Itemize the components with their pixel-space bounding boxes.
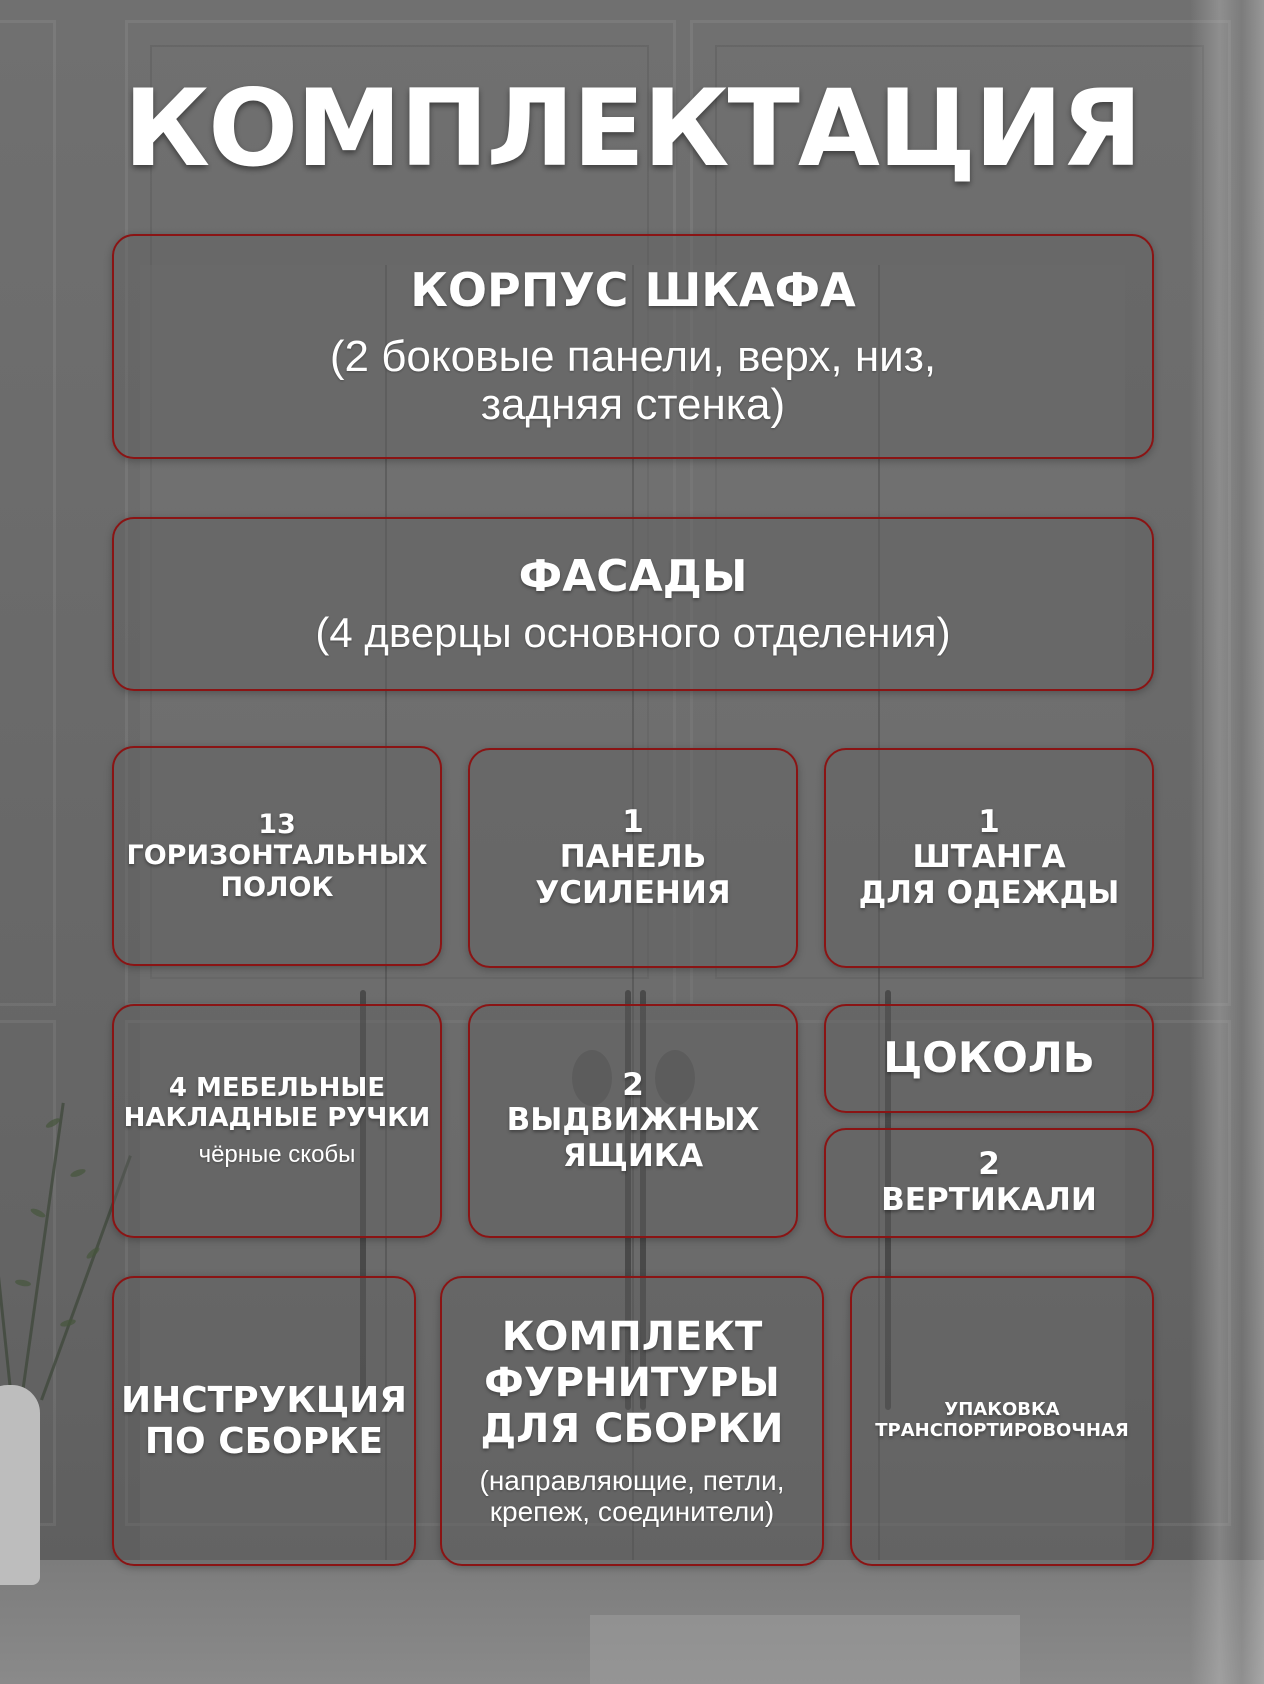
item-vertikali (824, 1128, 1154, 1238)
item-instruktsiya (112, 1276, 416, 1566)
item-fasady-heading: ФАСАДЫ (518, 550, 748, 602)
item-instruktsiya-line1: ИНСТРУКЦИЯ (120, 1379, 408, 1421)
rug (590, 1615, 1020, 1684)
page-title: КОМПЛЕКТАЦИЯ (123, 67, 1141, 190)
item-panel (468, 748, 798, 968)
item-shtanga (824, 748, 1154, 968)
item-shtanga-line1: ШТАНГА (912, 839, 1066, 876)
item-yashchiki-line2: ЯЩИКА (562, 1137, 704, 1174)
item-yashchiki (468, 1004, 798, 1238)
item-korpus-note: (2 боковые панели, верх, низ, (329, 331, 937, 381)
item-furnitura-line3: ДЛЯ СБОРКИ (480, 1406, 784, 1453)
item-ruchki-line1: 4 МЕБЕЛЬНЫЕ (168, 1072, 386, 1103)
item-panel-line1: ПАНЕЛЬ (559, 839, 707, 876)
item-polki (112, 746, 442, 966)
item-upakovka-line1: УПАКОВКА (944, 1399, 1060, 1421)
item-polki-line2: ПОЛОК (220, 871, 334, 903)
item-vertikali-count: 2 (978, 1146, 1000, 1183)
item-korpus-note-2: задняя стенка) (480, 379, 786, 429)
item-furnitura-note-2: крепеж, соединители) (489, 1496, 775, 1527)
item-ruchki-line2: НАКЛАДНЫЕ РУЧКИ (123, 1102, 431, 1133)
item-korpus (112, 234, 1154, 459)
item-instruktsiya-line2: ПО СБОРКЕ (144, 1421, 384, 1462)
item-furnitura-line1: КОМПЛЕКТ (501, 1314, 763, 1361)
item-korpus-heading: КОРПУС ШКАФА (410, 262, 856, 317)
item-upakovka (850, 1276, 1154, 1566)
item-ruchki (112, 1004, 442, 1238)
item-polki-count: 13 (258, 809, 296, 841)
item-furnitura-note: (направляющие, петли, (479, 1465, 785, 1497)
item-fasady-note: (4 дверцы основного отделения) (315, 609, 951, 657)
curtain (1190, 0, 1264, 1684)
vase (0, 1385, 40, 1585)
item-furnitura-line2: ФУРНИТУРЫ (484, 1360, 780, 1407)
item-vertikali-line1: ВЕРТИКАЛИ (881, 1182, 1097, 1218)
item-furnitura (440, 1276, 824, 1566)
item-polki-line1: ГОРИЗОНТАЛЬНЫХ (126, 840, 428, 872)
item-panel-count: 1 (622, 803, 644, 840)
item-tsokol (824, 1004, 1154, 1113)
item-tsokol-heading: ЦОКОЛЬ (883, 1033, 1095, 1083)
item-shtanga-count: 1 (978, 803, 1000, 840)
item-yashchiki-line1: ВЫДВИЖНЫХ (506, 1102, 760, 1139)
item-upakovka-line2: ТРАНСПОРТИРОВОЧНАЯ (875, 1420, 1129, 1441)
item-yashchiki-count: 2 (622, 1066, 644, 1103)
item-fasady (112, 517, 1154, 691)
item-panel-line2: УСИЛЕНИЯ (535, 874, 731, 911)
item-ruchki-note: чёрные скобы (198, 1140, 356, 1168)
item-shtanga-line2: ДЛЯ ОДЕЖДЫ (858, 874, 1120, 911)
